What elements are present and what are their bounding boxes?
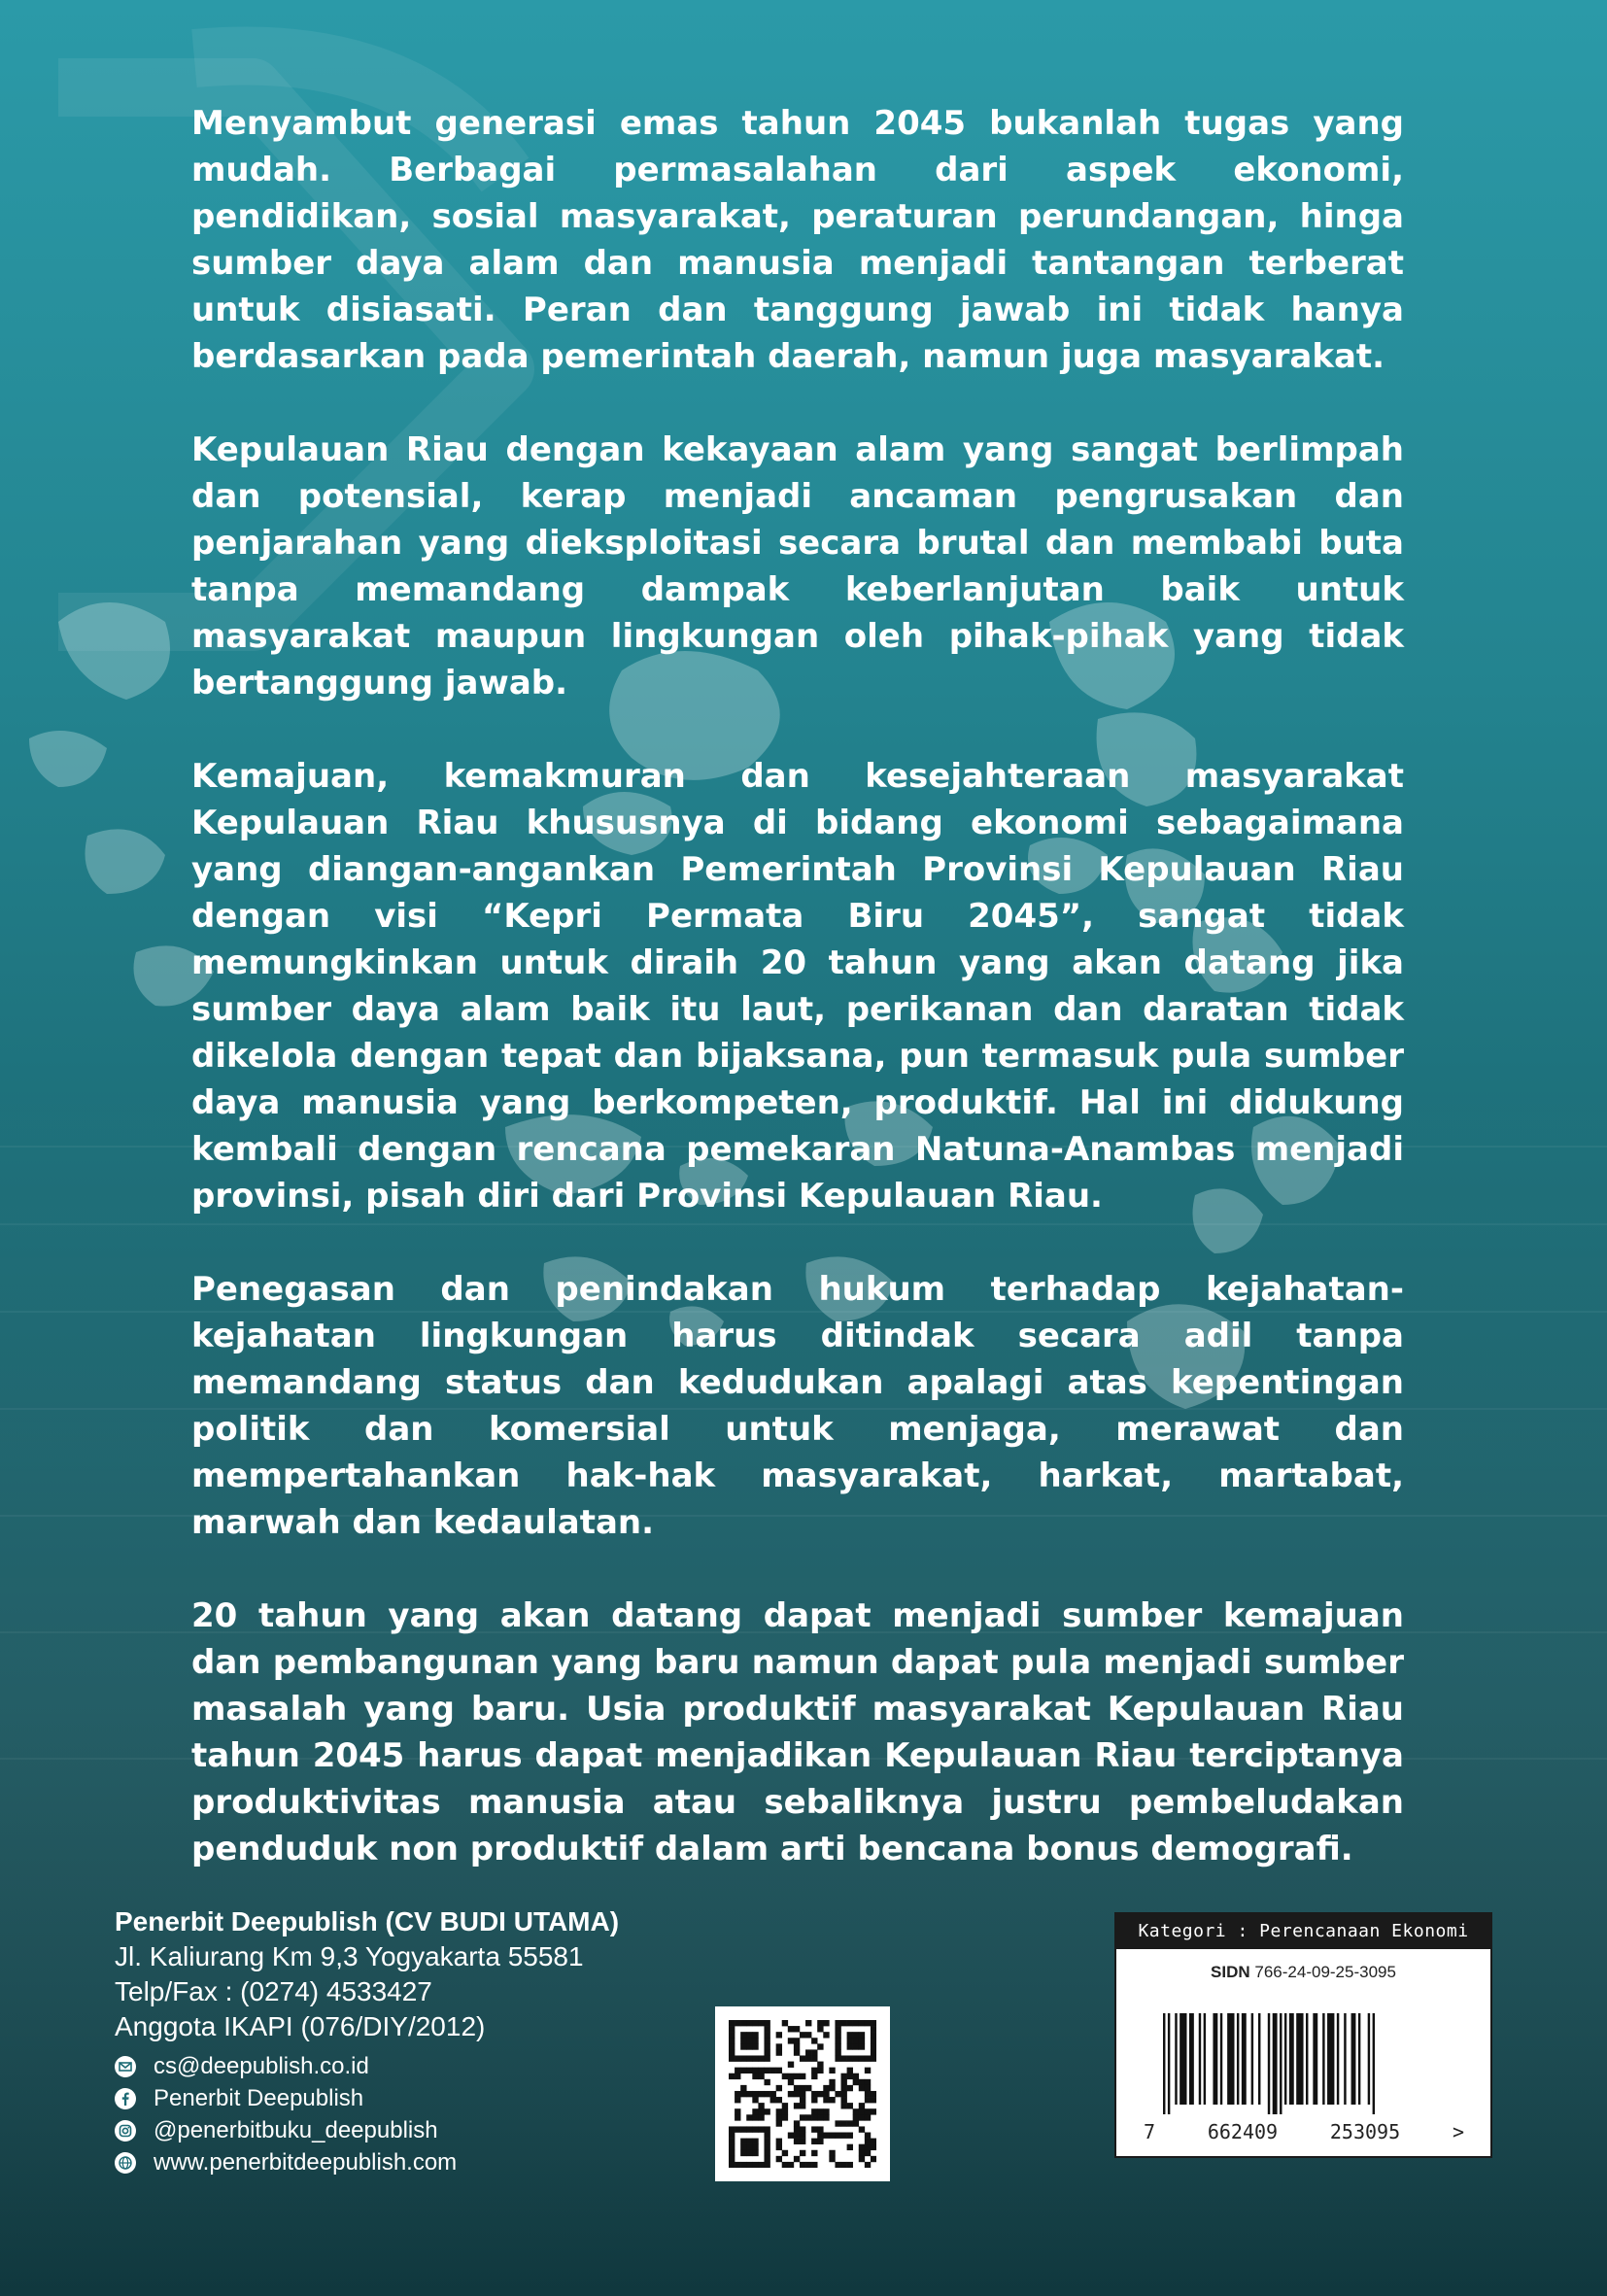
globe-icon <box>115 2152 136 2174</box>
publisher-info <box>115 1904 619 2178</box>
barcode-digits <box>1144 2120 1464 2143</box>
instagram-icon <box>115 2120 136 2142</box>
barcode-digit-trail: > <box>1452 2120 1464 2143</box>
barcode-icon <box>1163 2013 1450 2114</box>
contact-website <box>115 2146 619 2178</box>
email-icon <box>115 2056 136 2077</box>
contact-instagram <box>115 2114 619 2146</box>
contact-facebook-text: Penerbit Deepublish <box>154 2085 364 2111</box>
synopsis-paragraph-4: Penegasan dan penindakan hukum terhadap kejahatan-kejahatan lingkungan harus ditindak secara adil tanpa memandang status dan kedudukan apalagi atas kepentingan politik dan komersial untuk menjaga, merawat dan mempertahankan hak-hak masyarakat, harkat, martabat, marwah dan kedaulatan. <box>191 1270 1404 1542</box>
category-label: Kategori : Perencanaan Ekonomi <box>1116 1914 1490 1949</box>
back-cover-synopsis <box>191 100 1404 1919</box>
contact-instagram-text: @penerbitbuku_deepublish <box>154 2117 438 2143</box>
qr-code <box>715 2006 890 2181</box>
barcode-digit-group-1: 662409 <box>1207 2120 1279 2143</box>
publisher-address: Jl. Kaliurang Km 9,3 Yogyakarta 55581 <box>115 1941 584 1971</box>
contact-email <box>115 2050 619 2082</box>
sidn-line <box>1116 1963 1490 1982</box>
qr-code-icon <box>729 2020 876 2168</box>
barcode-digit-group-2: 253095 <box>1329 2120 1401 2143</box>
sidn-number: 766-24-09-25-3095 <box>1254 1963 1396 1981</box>
contact-website-text: www.penerbitdeepublish.com <box>154 2149 458 2176</box>
publisher-ikapi-member: Anggota IKAPI (076/DIY/2012) <box>115 2011 486 2041</box>
isbn-barcode-label <box>1114 1912 1492 2158</box>
synopsis-paragraph-3: Kemajuan, kemakmuran dan kesejahteraan masyarakat Kepulauan Riau khususnya di bidang ekonomi sebagaimana yang diangan-angankan Pemerintah Provinsi Kepulauan Riau dengan visi “Kepri Permata Biru 2045”, sangat tidak memungkinkan untuk diraih 20 tahun yang akan datang jika sumber daya alam baik itu laut, perikanan dan daratan tidak dikelola dengan tepat dan bijaksana, pun termasuk pula sumber daya manusia yang berkompeten, produktif. Hal ini didukung kembali dengan rencana pemekaran Natuna-Anambas menjadi provinsi, pisah diri dari Provinsi Kepulauan Riau. <box>191 757 1404 1216</box>
publisher-phone: Telp/Fax : (0274) 4533427 <box>115 1976 432 2006</box>
barcode-digit-lead: 7 <box>1144 2120 1156 2143</box>
contact-email-text: cs@deepublish.co.id <box>154 2053 369 2079</box>
synopsis-paragraph-5: 20 tahun yang akan datang dapat menjadi sumber kemajuan dan pembangunan yang baru namun dapat pula menjadi sumber masalah yang baru. Usia produktif masyarakat Kepulauan Riau tahun 2045 harus dapat menjadikan Kepulauan Riau terciptanya produktivitas manusia atau sebaliknya justru pembeludakan penduduk non produktif dalam arti bencana bonus demografi. <box>191 1596 1404 1868</box>
publisher-contacts <box>115 2050 619 2178</box>
sidn-label: SIDN <box>1211 1963 1250 1981</box>
synopsis-paragraph-2: Kepulauan Riau dengan kekayaan alam yang sangat berlimpah dan potensial, kerap menjadi ancaman pengrusakan dan penjarahan yang dieksploitasi secara brutal dan membabi buta tanpa memandang dampak keberlanjutan baik untuk masyarakat maupun lingkungan oleh pihak-pihak yang tidak bertanggung jawab. <box>191 430 1404 703</box>
publisher-name: Penerbit Deepublish (CV BUDI UTAMA) <box>115 1906 620 1936</box>
synopsis-paragraph-1: Menyambut generasi emas tahun 2045 bukanlah tugas yang mudah. Berbagai permasalahan dari aspek ekonomi, pendidikan, sosial masyarakat, peraturan perundangan, hinga sumber daya alam dan manusia menjadi tantangan terberat untuk disiasati. Peran dan tanggung jawab ini tidak hanya berdasarkan pada pemerintah daerah, namun juga masyarakat. <box>191 104 1404 376</box>
facebook-icon <box>115 2088 136 2109</box>
contact-facebook <box>115 2082 619 2114</box>
